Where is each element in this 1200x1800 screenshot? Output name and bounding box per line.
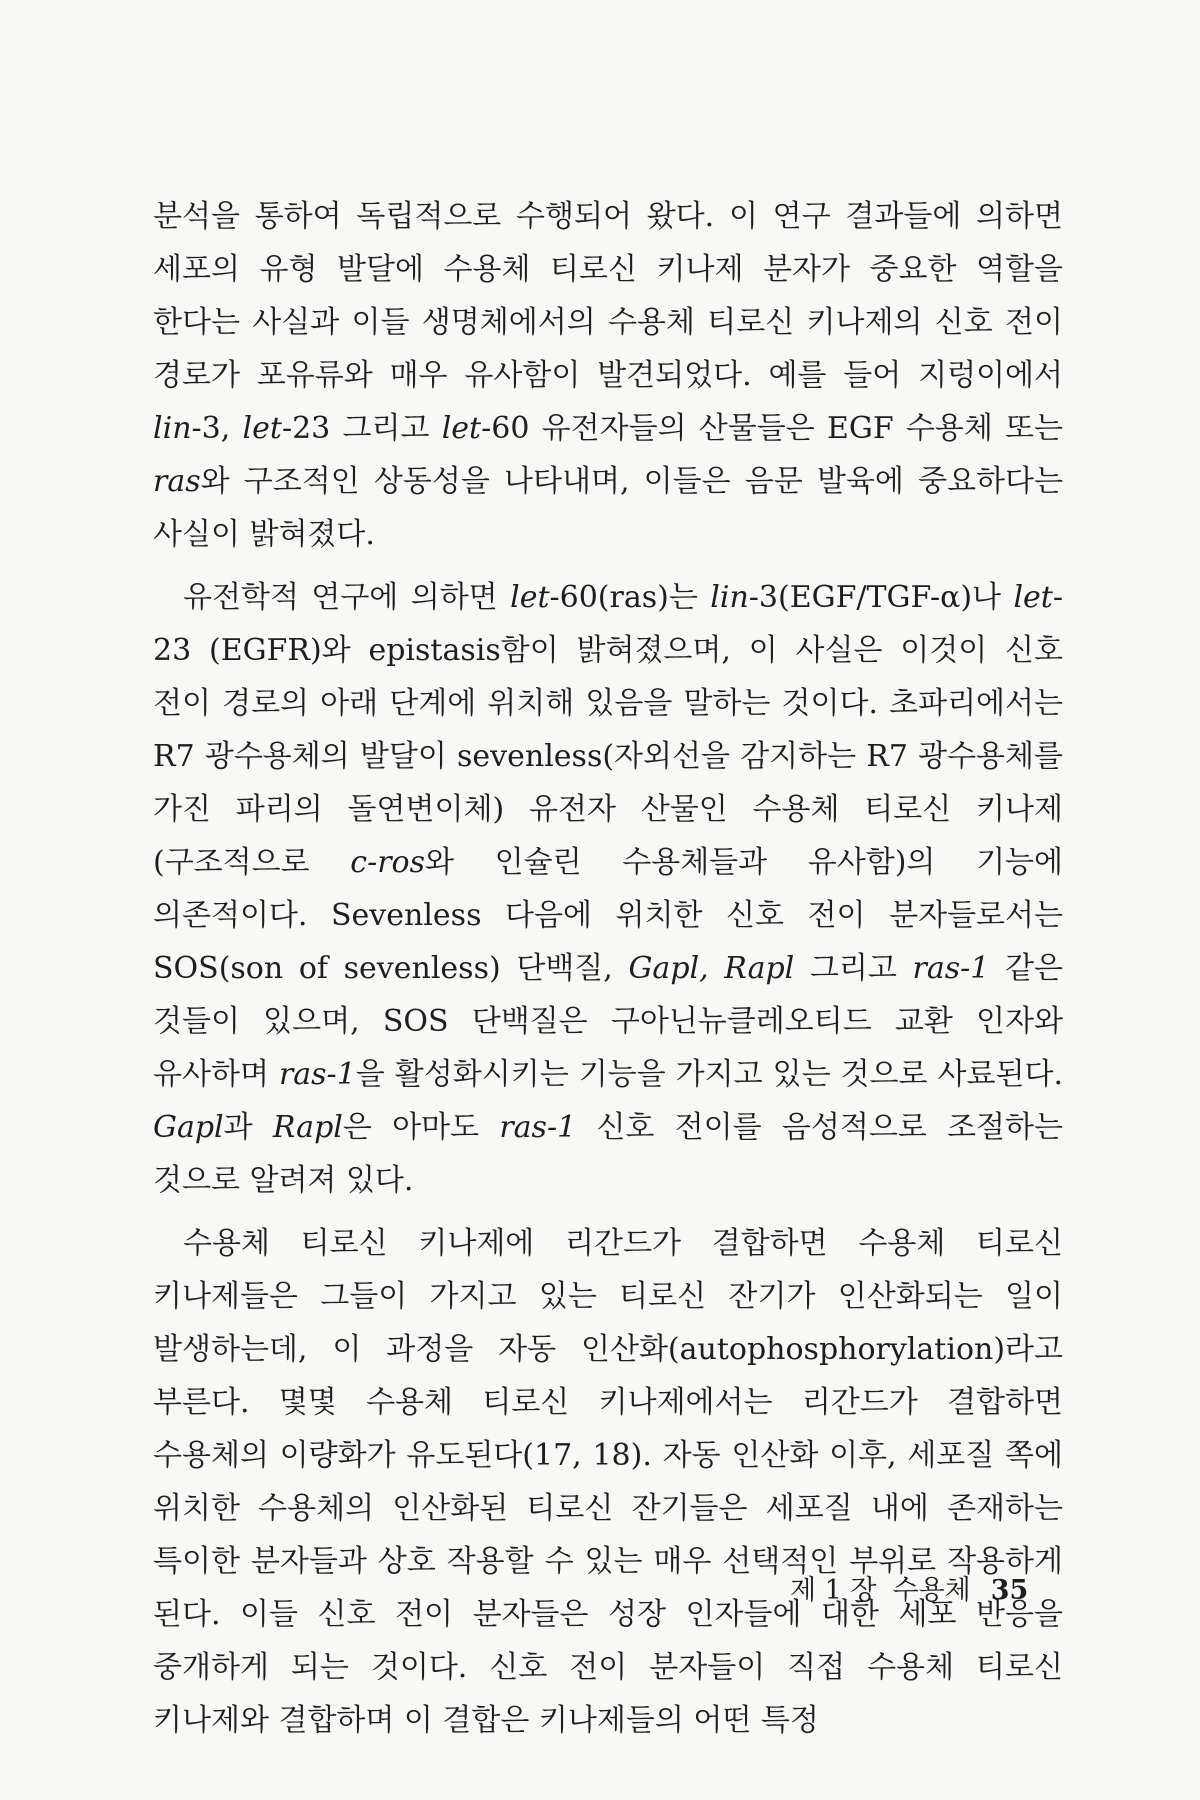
chapter-label: 제 1 장 bbox=[790, 1575, 877, 1606]
body-text bbox=[153, 190, 1063, 1757]
gene-name: let bbox=[510, 580, 550, 615]
gene-name: Gapl bbox=[153, 1110, 224, 1145]
gene-name: let bbox=[242, 411, 282, 446]
gene-name: lin bbox=[710, 580, 749, 615]
text-run: 그리고 bbox=[794, 951, 913, 986]
text-run: 을 활성화시키는 기능을 가지고 있는 것으로 사료된다. bbox=[355, 1057, 1063, 1092]
text-run: 같은 것들이 있으며, SOS 단백질은 구아닌뉴클레오티드 교환 인자와 유사하며 bbox=[153, 951, 1064, 1092]
text-run: 와 구조적인 상동성을 나타내며, 이들은 음문 발육에 중요하다는 사실이 밝혀졌다. bbox=[153, 464, 1063, 552]
text-run: 수용체 티로신 키나제에 리간드가 결합하면 수용체 티로신 키나제들은 그들이 가지고 있는 티로신 잔기가 인산화되는 일이 발생하는데, 이 과정을 자동 인산화(autophosphorylation)라고 부른다. 몇몇 수용체 티로신 키나제에서는 리간드가 결합하면 수용체의 이량화가 유도된다(17, 18). 자동 인산화 이후, 세포질 쪽에 위치한 수용체의 인산화된 티로신 잔기들은 세포질 내에 존재하는 특이한 분자들과 상호 작용할 수 있는 매우 선택적인 부위로 작용하게 된다. 이들 신호 전이 분자들은 성장 인자들에 대한 세포 반응을 중개하게 되는 것이다. 신호 전이 분자들이 직접 수용체 티로신 키나제와 결합하며 이 결합은 키나제들의 어떤 특정 bbox=[153, 1226, 1063, 1738]
text-run: -60(ras)는 bbox=[549, 580, 711, 615]
gene-name: let bbox=[441, 411, 482, 446]
paragraph-2 bbox=[153, 571, 1063, 1207]
gene-name: Rapl bbox=[272, 1110, 343, 1145]
gene-name: ras-1 bbox=[278, 1057, 356, 1092]
gene-name: lin bbox=[153, 411, 192, 446]
paragraph-1 bbox=[153, 190, 1063, 561]
gene-name: Gapl, Rapl bbox=[628, 951, 795, 986]
gene-name: ras-1 bbox=[499, 1110, 577, 1145]
text-run: -23 그리고 bbox=[281, 411, 442, 446]
text-run: -23 (EGFR)와 epistasis함이 밝혀졌으며, 이 사실은 이것이 신호 전이 경로의 아래 단계에 위치해 있음을 말하는 것이다. 초파리에서는 R7 광수용체의 발달이 sevenless(자외선을 감지하는 R7 광수용체를 가진 파리의 돌연변이체) 유전자 산물인 수용체 티로신 키나제(구조적으로 bbox=[153, 580, 1063, 880]
page-number: 35 bbox=[990, 1575, 1029, 1606]
gene-name: ras bbox=[153, 464, 201, 499]
text-run: -3, bbox=[191, 411, 243, 446]
text-run: 와 인슐린 수용체들과 유사함)의 기능에 의존적이다. Sevenless 다음에 위치한 신호 전이 분자들로서는 SOS(son of sevenless) 단백질, bbox=[153, 845, 1064, 986]
gene-name: ras-1 bbox=[912, 951, 990, 986]
text-run: -60 유전자들의 산물들은 EGF 수용체 또는 bbox=[481, 411, 1064, 446]
text-run: 분석을 통하여 독립적으로 수행되어 왔다. 이 연구 결과들에 의하면 세포의 유형 발달에 수용체 티로신 키나제 분자가 중요한 역할을 한다는 사실과 이들 생명체에서의 수용체 티로신 키나제의 신호 전이 경로가 포유류와 매우 유사함이 발견되었다. 예를 들어 지렁이에서 bbox=[153, 199, 1063, 393]
text-run: 신호 전이를 음성적으로 조절하는 것으로 알려져 있다. bbox=[153, 1110, 1063, 1198]
chapter-title: 수용체 bbox=[892, 1575, 971, 1606]
page-footer bbox=[790, 1568, 1044, 1607]
text-run: 과 bbox=[223, 1110, 273, 1145]
gene-name: let bbox=[1013, 580, 1053, 615]
text-run: 유전학적 연구에 의하면 bbox=[183, 580, 511, 615]
gene-name: c-ros bbox=[350, 845, 426, 880]
text-run: -3(EGF/TGF-α)나 bbox=[748, 580, 1014, 615]
text-run: 은 아마도 bbox=[342, 1110, 500, 1145]
paragraph-3 bbox=[153, 1217, 1063, 1747]
